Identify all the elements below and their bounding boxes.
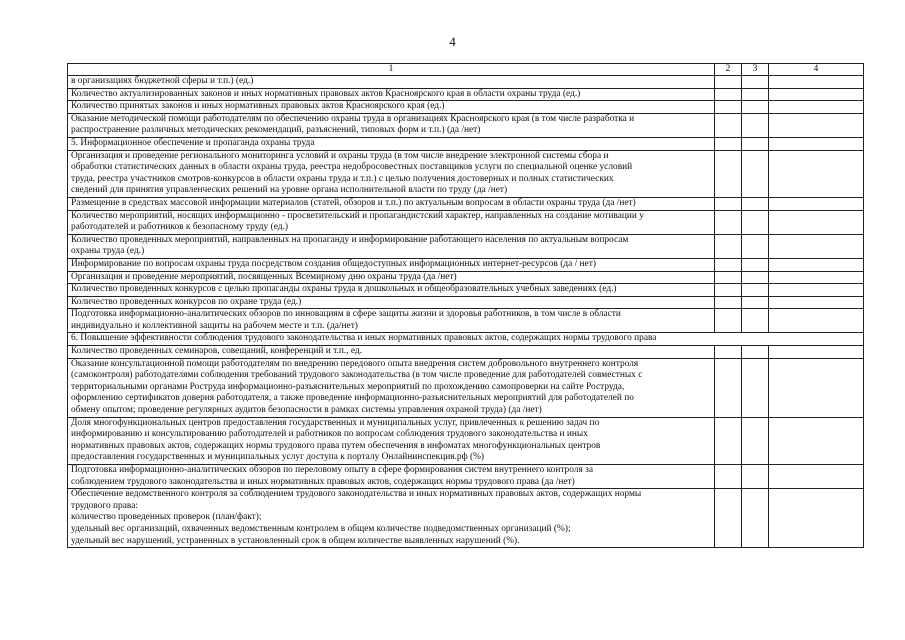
row-cell-col-2 <box>715 101 742 114</box>
row-description: Количество принятых законов и иных нормативных правовых актов Красноярского края (ед.) <box>68 101 715 114</box>
row-cell-col-3 <box>742 465 769 489</box>
table-row <box>68 258 864 271</box>
row-cell-col-2 <box>715 150 742 197</box>
row-cell-col-2 <box>715 284 742 297</box>
row-description: Организация и проведение регионального мониторинга условий и охраны труда (в том числе внедрение электронной системы сбора и обработки статистических данных в области охраны труда, реестра недобросовестных поставщиков услуги по специальной оценке условий труда, реестра участников смотров-конкурсов в области охраны труда и т.п.) с целью получения достоверных и полных статистических сведений для принятия управленческих решений на уровне органа исполнительной власти по труду (да /нет) <box>68 150 715 197</box>
row-description: Количество проведенных конкурсов с целью пропаганды охраны труда в дошкольных и общеобразовательных учебных заведениях (ед.) <box>68 284 715 297</box>
row-cell-col-4 <box>769 309 864 333</box>
table-row <box>68 358 864 417</box>
row-cell-col-3 <box>742 113 769 137</box>
column-header-3: 3 <box>742 64 769 76</box>
row-cell-col-3 <box>742 284 769 297</box>
table-row <box>68 489 864 548</box>
row-cell-col-3 <box>742 234 769 258</box>
table-row <box>68 210 864 234</box>
row-cell-col-2 <box>715 489 742 548</box>
row-cell-col-2 <box>715 465 742 489</box>
row-cell-col-2 <box>715 76 742 89</box>
table-row <box>68 284 864 297</box>
row-description: в организациях бюджетной сферы и т.п.) (ед.) <box>68 76 715 89</box>
table-row <box>68 234 864 258</box>
row-cell-col-4 <box>769 489 864 548</box>
row-cell-col-4 <box>769 271 864 284</box>
row-cell-col-2 <box>715 210 742 234</box>
table-header-row <box>68 64 864 76</box>
indicator-table <box>67 63 864 548</box>
row-cell-col-4 <box>769 210 864 234</box>
row-cell-col-2 <box>715 309 742 333</box>
row-cell-col-3 <box>742 76 769 89</box>
row-description: Количество проведенных семинаров, совещаний, конференций и т.п., ед. <box>68 346 715 359</box>
row-cell-col-4 <box>769 101 864 114</box>
table-row <box>68 197 864 210</box>
row-cell-col-4 <box>769 88 864 101</box>
row-cell-col-2 <box>715 417 742 464</box>
row-cell-col-3 <box>742 296 769 309</box>
row-cell-col-4 <box>769 465 864 489</box>
row-description: Размещение в средствах массовой информации материалов (статей, обзоров и т.п.) по актуальным вопросам в области охраны труда (да /нет) <box>68 197 715 210</box>
table-row <box>68 271 864 284</box>
row-cell-col-3 <box>742 88 769 101</box>
row-description: Количество актуализированных законов и иных нормативных правовых актов Красноярского края в области охраны труда (ед.) <box>68 88 715 101</box>
row-description: Обеспечение ведомственного контроля за соблюдением трудового законодательства и иных нормативных правовых актов, содержащих нормы трудового права: количество проведенных проверок (план/факт); удельный вес организаций, охваченных ведомственным контролем в общем количестве подведомственных организаций (%); удельный вес нарушений, устраненных в установленный срок в общем количестве выявленных нарушений (%). <box>68 489 715 548</box>
table-row <box>68 296 864 309</box>
table-row <box>68 113 864 137</box>
table-row <box>68 465 864 489</box>
row-description: 5. Информационное обеспечение и пропаганда охраны труда <box>68 137 715 150</box>
row-cell-col-3 <box>742 271 769 284</box>
row-cell-col-4 <box>769 150 864 197</box>
row-cell-col-4 <box>769 346 864 359</box>
row-cell-col-3 <box>742 358 769 417</box>
row-cell-col-3 <box>742 489 769 548</box>
table-row <box>68 88 864 101</box>
row-cell-col-3 <box>742 346 769 359</box>
row-cell-col-2 <box>715 296 742 309</box>
row-description: Информирование по вопросам охраны труда посредством создания общедоступных информационных интернет-ресурсов (да / нет) <box>68 258 715 271</box>
row-description: Количество мероприятий, носящих информационно - просветительский и пропагандистский характер, направленных на создание мотивации у работодателей и работников к безопасному труду (ед.) <box>68 210 715 234</box>
row-description: Оказание консультационной помощи работодателям по внедрению передового опыта внедрения систем добровольного внутреннего контроля (самоконтроля) работодателями соблюдения требований трудового законодательства (в том числе проведение для работодателей совместных с территориальными органами Роструда информационно-разъяснительных мероприятий по прохождению самопроверки на сайте Роструда, оформлению сертификатов доверия работодателя, а также проведение информационно-разъяснительных мероприятий для работодателей по обмену опытом; проведение регулярных аудитов безопасности в рамках системы управления охраной труда) (да /нет) <box>68 358 715 417</box>
row-cell-col-3 <box>742 150 769 197</box>
table-row <box>68 417 864 464</box>
row-description: Организация и проведение мероприятий, посвященных Всемирному дню охраны труда (да /нет) <box>68 271 715 284</box>
row-cell-col-2 <box>715 271 742 284</box>
row-description: Количество проведенных конкурсов по охране труда (ед.) <box>68 296 715 309</box>
row-cell-col-4 <box>769 197 864 210</box>
row-cell-col-3 <box>742 137 769 150</box>
row-cell-col-3 <box>742 417 769 464</box>
table-row <box>68 309 864 333</box>
row-cell-col-4 <box>769 76 864 89</box>
column-header-4: 4 <box>769 64 864 76</box>
row-cell-col-2 <box>715 197 742 210</box>
row-cell-col-4 <box>769 113 864 137</box>
table-row <box>68 137 864 150</box>
row-description: Количество проведенных мероприятий, направленных на пропаганду и информирование работающего населения по актуальным вопросам охраны труда (ед.) <box>68 234 715 258</box>
row-cell-col-2 <box>715 346 742 359</box>
row-cell-col-2 <box>715 113 742 137</box>
row-cell-col-3 <box>742 258 769 271</box>
row-cell-col-4 <box>769 284 864 297</box>
row-cell-col-4 <box>769 258 864 271</box>
row-cell-col-3 <box>742 210 769 234</box>
row-cell-col-4 <box>769 417 864 464</box>
table-row <box>68 333 864 346</box>
row-cell-col-3 <box>742 101 769 114</box>
table-row <box>68 346 864 359</box>
row-cell-col-2 <box>715 137 742 150</box>
row-cell-col-2 <box>715 258 742 271</box>
row-cell-col-3 <box>742 197 769 210</box>
column-header-1: 1 <box>68 64 715 76</box>
row-cell-col-4 <box>769 296 864 309</box>
row-description: Доля многофункциональных центров предоставления государственных и муниципальных услуг, привлеченных к решению задач по информированию и консультированию работодателей и работников по вопросам соблюдения трудового законодательства и иных нормативных правовых актов, содержащих нормы трудового права путем обеспечения в инфоматах многофункциональных центров предоставления государственных и муниципальных услуг доступа к порталу Онлайнинспекция.рф (%) <box>68 417 715 464</box>
row-cell-col-3 <box>742 309 769 333</box>
table-row <box>68 76 864 89</box>
row-description: Подготовка информационно-аналитических обзоров по инновациям в сфере защиты жизни и здоровья работников, в том числе в области индивидуально и коллективной защиты на рабочем месте и т.п. (да/нет) <box>68 309 715 333</box>
row-description: Подготовка информационно-аналитических обзоров по переловому опыту в сфере формирования систем внутреннего контроля за соблюдением трудового законодательства и иных нормативных правовых актов, содержащих нормы трудового права (да /нет) <box>68 465 715 489</box>
table-row <box>68 101 864 114</box>
row-cell-col-4 <box>769 358 864 417</box>
row-description: 6. Повышение эффективности соблюдения трудового законодательства и иных нормативных правовых актов, содержащих нормы трудового права <box>68 333 864 346</box>
row-cell-col-4 <box>769 137 864 150</box>
row-cell-col-2 <box>715 88 742 101</box>
row-cell-col-2 <box>715 358 742 417</box>
page-number: 4 <box>449 34 456 49</box>
row-description: Оказание методической помощи работодателям по обеспечению охраны труда в организациях Красноярского края (в том числе разработка и распространение различных методических рекомендаций, разъяснений, типовых форм и т.п.) (да /нет) <box>68 113 715 137</box>
column-header-2: 2 <box>715 64 742 76</box>
row-cell-col-4 <box>769 234 864 258</box>
table-row <box>68 150 864 197</box>
row-cell-col-2 <box>715 234 742 258</box>
